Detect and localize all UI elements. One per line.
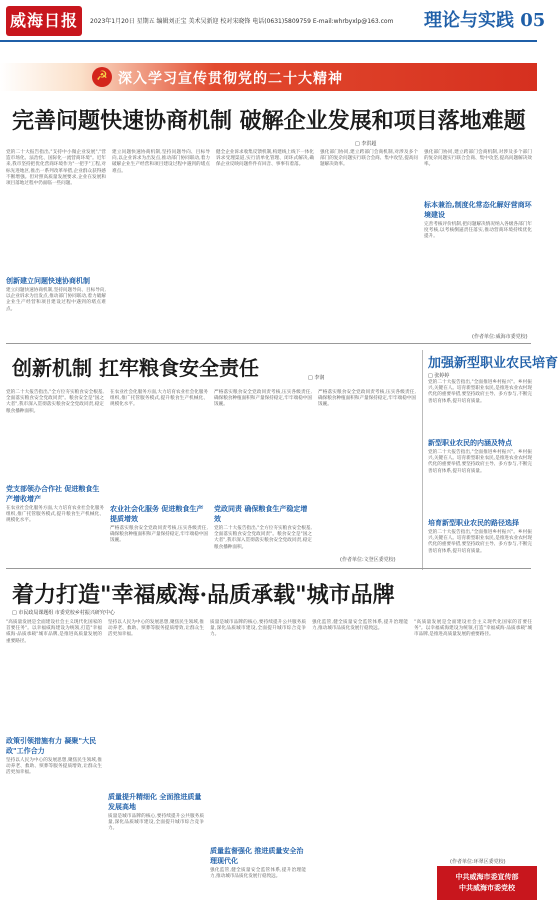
- article2-col-3b: 党的二十大报告指出,"全方位夯实粮食安全根基,全面落实粮食安全党政同责"。粮食安全是"国之大者",我市深入贯彻落实粮食安全党政同责,稳定粮食播种面积。: [214, 526, 312, 550]
- article4-subhead-3: 质量监督强化 推进质量安全治理现代化: [210, 847, 304, 865]
- article2-byline: □ 李润: [308, 375, 325, 381]
- article4-col-1b: 坚持以人民为中心的发展思想,聚焦民生领域,推动养老、救助、殡葬等服务提质增效,让群众生活更加幸福。: [6, 758, 102, 776]
- article2-col-4: 严格落实粮食安全党政同责考核,压实各级责任,确保粮食种植面积和产量保持稳定,牢牢端稳中国饭碗。: [318, 390, 416, 408]
- article2-author: (作者单位:文登区委党校): [340, 557, 396, 563]
- newspaper-logo: 威海日报: [6, 6, 82, 36]
- main-author: (作者单位:威海市委党校): [472, 334, 528, 340]
- article2-col-1b: 在农业社会化服务方面,大力培育农业社会化服务组织,推广托管服务模式,提升粮食生产机械化、规模化水平。: [6, 506, 104, 524]
- main-col-5: 强化部门协同,建立跨部门会商机制,对涉及多个部门的复杂问题实行联合会商、集中攻坚,提高问题解决效率。: [424, 150, 532, 168]
- article4-subhead-2: 质量提升精细化 全面推进质量发展高地: [108, 793, 202, 811]
- main-col-1b: 建立问题快速协商机制,坚持问题导向、目标导向,以企业诉求为出发点,推动部门协同联动,着力破解企业生产经营和项目建设过程中遇到的堵点难点。: [6, 288, 106, 312]
- article4-col-4: 强化监管,健全质量安全监管体系,提升治理能力,推动城市品质化发展行稳致远。: [312, 620, 408, 632]
- main-byline: □ 李洪超: [355, 141, 377, 147]
- article2-col-2b: 严格落实粮食安全党政同责考核,压实各级责任,确保粮食种植面积和产量保持稳定,牢牢端稳中国饭碗。: [110, 526, 208, 544]
- article2-headline: 创新机制 扛牢粮食安全责任: [12, 356, 259, 380]
- article2-subhead-2: 农业社会化服务 促进粮食生产提质增效: [110, 505, 204, 523]
- party-emblem-icon: ☭: [92, 67, 112, 87]
- article4-col-3b: 强化监管,健全质量安全监管体系,提升治理能力,推动城市品质化发展行稳致远。: [210, 868, 306, 880]
- theme-banner: [0, 63, 537, 91]
- divider: [6, 343, 531, 344]
- issue-info: 2023年1月20日 星期五 编辑刘正宝 美术吴新迎 校对宋晓锋 电话(0631)5809759 E-mail:whrbyxlp@163.com: [90, 18, 394, 25]
- article2-col-3: 严格落实粮食安全党政同责考核,压实各级责任,确保粮食种植面积和产量保持稳定,牢牢端稳中国饭碗。: [214, 390, 312, 408]
- main-col-1: 党的二十大报告指出,"支持中小微企业发展","营造市场化、法治化、国际化一流营商环境"。近年来,我市坚持把优化营商环境作为"一把手"工程,对标先进地区,推出一系列改革举措,企业群众获得感不断增强。但对照高质量发展要求,企业在发展和项目落地过程中仍面临一些问题。: [6, 150, 106, 187]
- main-subhead-2: 标本兼治,制度化常态化解好营商环境建设: [424, 201, 532, 219]
- article3-headline: 加强新型职业农民培育: [428, 356, 558, 371]
- main-headline: 完善问题快速协商机制 破解企业发展和项目落地难题: [12, 108, 526, 134]
- section-title: 理论与实践 05: [424, 10, 546, 31]
- article4-subhead-1: 政策引领措施有力 凝聚"大民政"工作合力: [6, 737, 97, 755]
- article4-byline: □ 市民政局课题组 市委党校乡村振兴研究中心: [12, 610, 115, 616]
- main-col-4: 强化部门协同,建立跨部门会商机制,对涉及多个部门的复杂问题实行联合会商、集中攻坚,提高问题解决效率。: [320, 150, 418, 168]
- article4-col-5: "高质量发展是全面建设社会主义现代化国家的首要任务"。以幸福威海建设为统领,打造"幸福威海·品质承载"城市品牌,是推进高质量发展的重要路径。: [414, 620, 532, 638]
- footer-badge-line-1: 中共威海市委宣传部: [455, 873, 519, 881]
- article4-col-2b: 质量是城市品牌的核心,要持续提升公共服务质量,深化品质城市建设,全面提升城市综合竞争力。: [108, 814, 204, 832]
- article4-headline: 着力打造"幸福威海·品质承载"城市品牌: [12, 582, 395, 608]
- article3-body-2: 党的二十大报告指出,"全面推进乡村振兴"。乡村振兴,关键在人。培育新型职业农民,是推进农业农村现代化的重要举措,要坚持政府主导、多方参与,不断完善培育体系,提升培育质量。: [428, 450, 532, 474]
- column-divider: [422, 350, 423, 570]
- article3-subhead-1: 新型职业农民的内涵及特点: [428, 439, 512, 447]
- footer-badge: [437, 866, 537, 900]
- main-subhead-1: 创新建立问题快速协商机制: [6, 277, 90, 285]
- article4-col-1: "高质量发展是全面建设社会主义现代化国家的首要任务"。以幸福威海建设为统领,打造"幸福威海·品质承载"城市品牌,是推进高质量发展的重要路径。: [6, 620, 102, 644]
- article4-col-2: 坚持以人民为中心的发展思想,聚焦民生领域,推动养老、救助、殡葬等服务提质增效,让群众生活更加幸福。: [108, 620, 204, 638]
- article3-byline: □ 张婷婷: [428, 373, 450, 379]
- page-header: [0, 0, 546, 42]
- article2-subhead-1: 党支部领办合作社 促进粮食生产增收增产: [6, 485, 100, 503]
- article2-col-2: 在农业社会化服务方面,大力培育农业社会化服务组织,推广托管服务模式,提升粮食生产机械化、规模化水平。: [110, 390, 208, 408]
- divider: [6, 568, 531, 569]
- article4-col-3: 质量是城市品牌的核心,要持续提升公共服务质量,深化品质城市建设,全面提升城市综合竞争力。: [210, 620, 306, 638]
- article3-body-3: 党的二十大报告指出,"全面推进乡村振兴"。乡村振兴,关键在人。培育新型职业农民,是推进农业农村现代化的重要举措,要坚持政府主导、多方参与,不断完善培育体系,提升培育质量。: [428, 530, 532, 554]
- article3-body-1: 党的二十大报告指出,"全面推进乡村振兴"。乡村振兴,关键在人。培育新型职业农民,是推进农业农村现代化的重要举措,要坚持政府主导、多方参与,不断完善培育体系,提升培育质量。: [428, 380, 532, 404]
- main-col-3: 健全企业诉求收集反馈机制,构建线上线下一体化诉求受理渠道,实行清单化管理、闭环式解决,确保企业反映问题件件有回音、事事有着落。: [216, 150, 314, 168]
- article4-author: (作者单位:环翠区委党校): [450, 859, 506, 865]
- main-col-2: 建立问题快速协商机制,坚持问题导向、目标导向,以企业诉求为出发点,推动部门协同联动,着力破解企业生产经营和项目建设过程中遇到的堵点难点。: [112, 150, 210, 174]
- article2-col-1: 党的二十大报告指出,"全方位夯实粮食安全根基,全面落实粮食安全党政同责"。粮食安全是"国之大者",我市深入贯彻落实粮食安全党政同责,稳定粮食播种面积。: [6, 390, 104, 414]
- banner-text: 深入学习宣传贯彻党的二十大精神: [118, 71, 343, 87]
- article3-subhead-2: 培育新型职业农民的路径选择: [428, 519, 519, 527]
- article2-subhead-3: 党政同责 确保粮食生产稳定增效: [214, 505, 308, 523]
- main-sidebar-text: 完善考核评价机制,把问题解决情况纳入各级各部门年度考核,以考核倒逼责任落实,推动营商环境持续优化提升。: [424, 222, 532, 240]
- footer-badge-line-2: 中共威海市委党校: [459, 884, 515, 892]
